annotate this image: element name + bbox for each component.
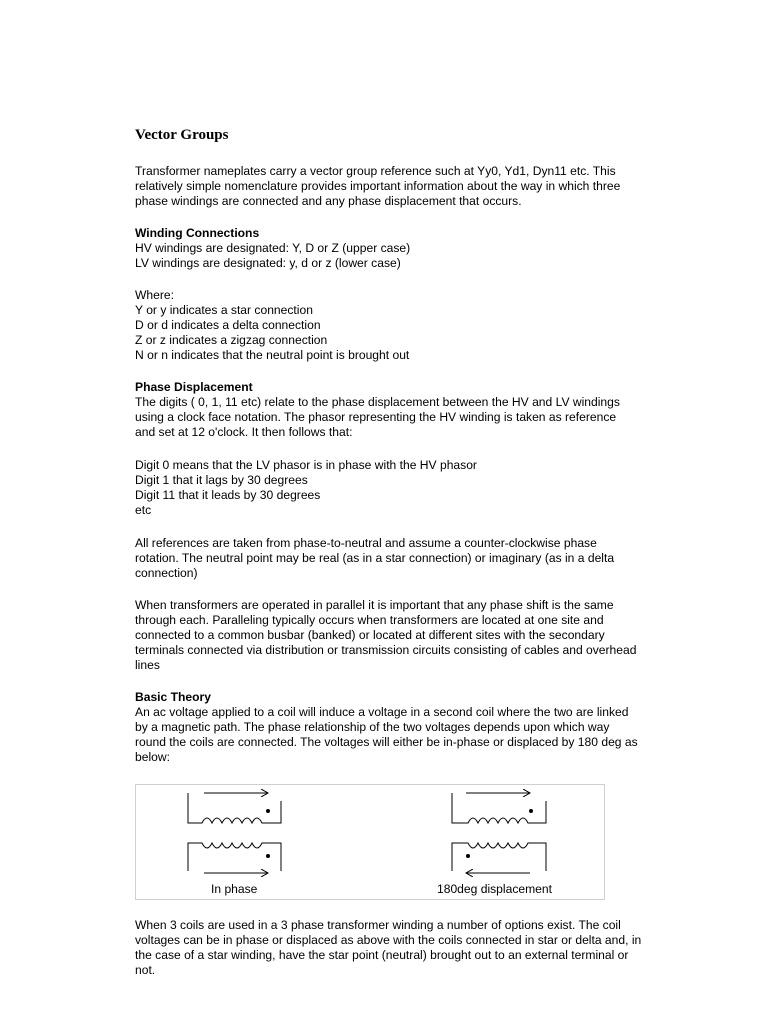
references-paragraph	[135, 536, 645, 581]
caption-180deg: 180deg displacement	[437, 882, 552, 896]
basic-theory-heading: Basic Theory	[135, 690, 211, 704]
intro-paragraph	[135, 164, 645, 209]
intro-line: Transformer nameplates carry a vector group reference such at Yy0, Yd1, Dyn11 etc. This	[135, 164, 616, 178]
where-line: Z or z indicates a zigzag connection	[135, 333, 328, 347]
closing-line: When 3 coils are used in a 3 phase transformer winding a number of options exist. The coil	[135, 918, 621, 932]
winding-line: HV windings are designated: Y, D or Z (upper case)	[135, 241, 411, 255]
where-line: Where:	[135, 288, 174, 302]
polarity-dot	[466, 854, 470, 858]
digits-list	[135, 458, 645, 518]
closing-line: the case of a star winding, have the star point (neutral) brought out to an external terminal or	[135, 948, 629, 962]
phase-line: using a clock face notation. The phasor representing the HV winding is taken as reference	[135, 410, 617, 424]
parallel-line: connected to a common busbar (banked) or located at different sites with the secondary	[135, 628, 605, 642]
parallel-line: When transformers are operated in parallel it is important that any phase shift is the same	[135, 598, 614, 612]
references-line: connection)	[135, 566, 198, 580]
where-line: N or n indicates that the neutral point is brought out	[135, 348, 410, 362]
references-line: All references are taken from phase-to-neutral and assume a counter-clockwise phase	[135, 536, 597, 550]
phase-line: The digits ( 0, 1, 11 etc) relate to the phase displacement between the HV and LV windings	[135, 395, 620, 409]
parallel-line: terminals connected via distribution or transmission circuits consisting of cables and overhead	[135, 643, 637, 657]
intro-line: relatively simple nomenclature provides important information about the way in which three	[135, 179, 621, 193]
winding-connections-heading: Winding Connections	[135, 226, 260, 240]
winding-line: LV windings are designated: y, d or z (lower case)	[135, 256, 401, 270]
displacement-diagram	[452, 793, 546, 873]
parallel-paragraph	[135, 598, 645, 673]
polarity-dot	[266, 854, 270, 858]
digit-line: etc	[135, 503, 152, 517]
closing-line: not.	[135, 963, 156, 977]
phase-displacement-section	[135, 380, 645, 440]
basic-theory-section	[135, 690, 645, 765]
upper-coil-right	[452, 793, 546, 823]
references-line: rotation. The neutral point may be real (as in a star connection) or imaginary (as in a delta	[135, 551, 615, 565]
polarity-dot	[266, 809, 270, 813]
where-list	[135, 288, 645, 363]
digit-line: Digit 1 that it lags by 30 degrees	[135, 473, 308, 487]
where-line: Y or y indicates a star connection	[135, 303, 313, 317]
basic-line: below:	[135, 750, 170, 764]
digit-line: Digit 11 that it leads by 30 degrees	[135, 488, 321, 502]
phase-line: and set at 12 o'clock. It then follows that:	[135, 425, 353, 439]
winding-connections-section	[135, 226, 645, 271]
where-line: D or d indicates a delta connection	[135, 318, 321, 332]
in-phase-diagram	[188, 793, 281, 873]
caption-in-phase: In phase	[211, 882, 258, 896]
intro-line: phase windings are connected and any phase displacement that occurs.	[135, 194, 522, 208]
phase-displacement-heading: Phase Displacement	[135, 380, 253, 394]
closing-paragraph	[135, 918, 645, 978]
closing-line: voltages can be in phase or displaced as above with the coils connected in star or delta and, in	[135, 933, 642, 947]
parallel-line: lines	[135, 658, 160, 672]
upper-coil-left	[188, 793, 281, 823]
parallel-line: through each. Paralleling typically occurs when transformers are located at one site and	[135, 613, 604, 627]
coil-diagram-figure	[135, 784, 605, 900]
basic-line: round the coils are connected. The voltages will either be in-phase or displaced by 180 deg as	[135, 735, 638, 749]
page-title: Vector Groups	[135, 127, 229, 143]
basic-line: An ac voltage applied to a coil will induce a voltage in a second coil where the two are linked	[135, 705, 629, 719]
basic-line: by a magnetic path. The phase relationship of the two voltages depends upon which way	[135, 720, 610, 734]
polarity-dot	[529, 809, 533, 813]
lower-coil-right	[452, 843, 546, 871]
digit-line: Digit 0 means that the LV phasor is in phase with the HV phasor	[135, 458, 477, 472]
